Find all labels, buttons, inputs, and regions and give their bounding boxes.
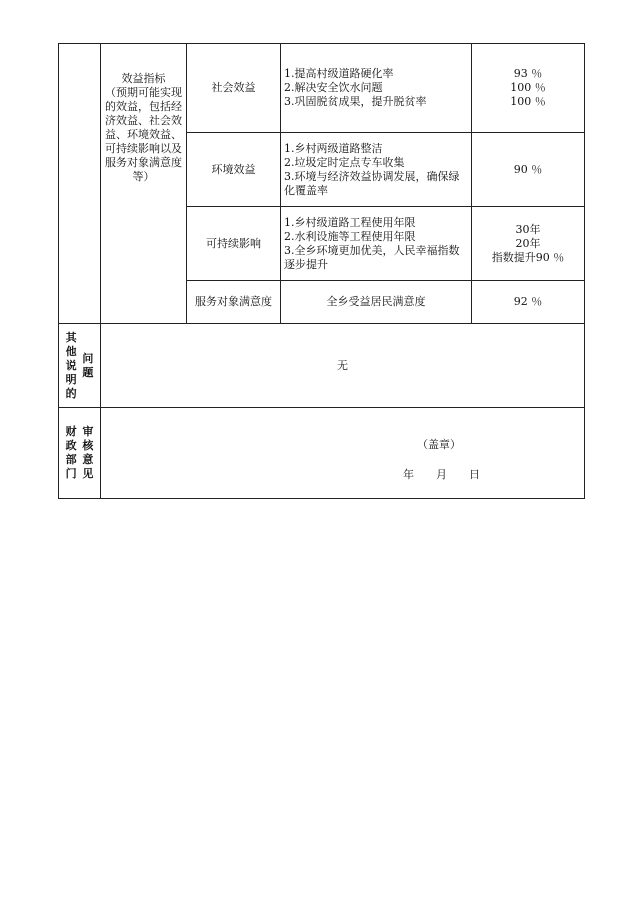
label-char: 核	[82, 439, 94, 452]
list-item: 3.全乡环境更加优美，人民幸福指数逐步提升	[284, 243, 460, 271]
label-column	[65, 331, 78, 401]
list-item: 全乡受益居民满意度	[326, 295, 426, 308]
label-column	[65, 425, 78, 481]
items-cell	[281, 44, 472, 133]
month-label: 月	[436, 468, 447, 481]
list-item: 2.解决安全饮水问题	[284, 81, 383, 94]
items-list	[284, 216, 468, 272]
label-char: 题	[82, 365, 94, 379]
value-text: 100 ％	[510, 95, 546, 108]
other-notes-row	[59, 324, 585, 408]
label-char: 其	[65, 330, 77, 344]
list-item: 1.提高村级道路硬化率	[284, 67, 394, 80]
label-char: 说	[65, 358, 77, 372]
day-label: 日	[469, 468, 480, 481]
list-item: 2.垃圾定时定点专车收集	[284, 155, 405, 169]
label-char: 政	[65, 439, 77, 452]
finance-review-row	[59, 408, 585, 499]
value-text: 93 ％	[513, 67, 543, 80]
list-item: 1.乡村级道路工程使用年限	[284, 215, 416, 229]
category-cell	[187, 207, 281, 281]
label-char: 明	[65, 372, 77, 386]
other-notes-label	[59, 324, 101, 408]
list-item: 3.环境与经济效益协调发展，确保绿化覆盖率	[284, 169, 460, 197]
items-cell	[281, 133, 472, 207]
value-text: 100 ％	[510, 81, 546, 94]
label-char: 财	[65, 425, 77, 438]
social-benefit-row	[59, 44, 585, 133]
values-cell	[472, 133, 585, 207]
category-label: 可持续影响	[206, 236, 261, 250]
value-text: 30年	[515, 222, 541, 236]
label-column	[81, 425, 94, 481]
value-text: 指数提升90 ％	[491, 250, 565, 264]
label-char: 意	[82, 453, 94, 466]
value-text: 90 ％	[513, 162, 543, 176]
stamp-text: （盖章）	[417, 438, 461, 451]
year-label: 年	[403, 468, 414, 481]
label-char: 的	[65, 386, 77, 400]
left-blank-cell	[59, 44, 101, 324]
values-cell	[472, 281, 585, 324]
value-text: 20年	[515, 236, 541, 250]
items-cell	[281, 281, 472, 324]
values-cell	[472, 207, 585, 281]
category-label: 社会效益	[211, 81, 256, 94]
label-char: 审	[82, 425, 94, 438]
benefit-indicator-label: 效益指标	[121, 72, 166, 85]
other-notes-content-cell	[101, 324, 585, 408]
list-item: 3.巩固脱贫成果，提升脱贫率	[284, 95, 427, 108]
items-cell	[281, 207, 472, 281]
list-item: 2.水利设施等工程使用年限	[284, 229, 416, 243]
label-char: 问	[82, 351, 94, 365]
performance-table	[58, 43, 585, 499]
items-list	[284, 67, 468, 109]
benefit-indicator-note: （预期可能实现的效益，包括经济效益、社会效益、环境效益、可持续影响以及服务对象满意度等）	[105, 86, 182, 183]
label-char: 见	[82, 467, 94, 480]
label-char: 部	[65, 453, 77, 466]
values-cell	[472, 44, 585, 133]
date-line	[403, 468, 480, 482]
label-column	[81, 352, 94, 380]
value-text: 92 ％	[513, 295, 543, 308]
seal-area	[101, 408, 584, 498]
finance-review-label	[59, 408, 101, 499]
benefit-indicator-cell	[101, 44, 187, 324]
category-label: 环境效益	[211, 162, 256, 176]
other-notes-content: 无	[337, 358, 348, 372]
items-list	[284, 142, 468, 198]
list-item: 1.乡村两级道路整洁	[284, 141, 383, 155]
label-char: 他	[65, 344, 77, 358]
category-label: 服务对象满意度	[195, 295, 272, 308]
label-char: 门	[65, 467, 77, 480]
category-cell	[187, 281, 281, 324]
category-cell	[187, 44, 281, 133]
finance-review-content-cell	[101, 408, 585, 499]
category-cell	[187, 133, 281, 207]
